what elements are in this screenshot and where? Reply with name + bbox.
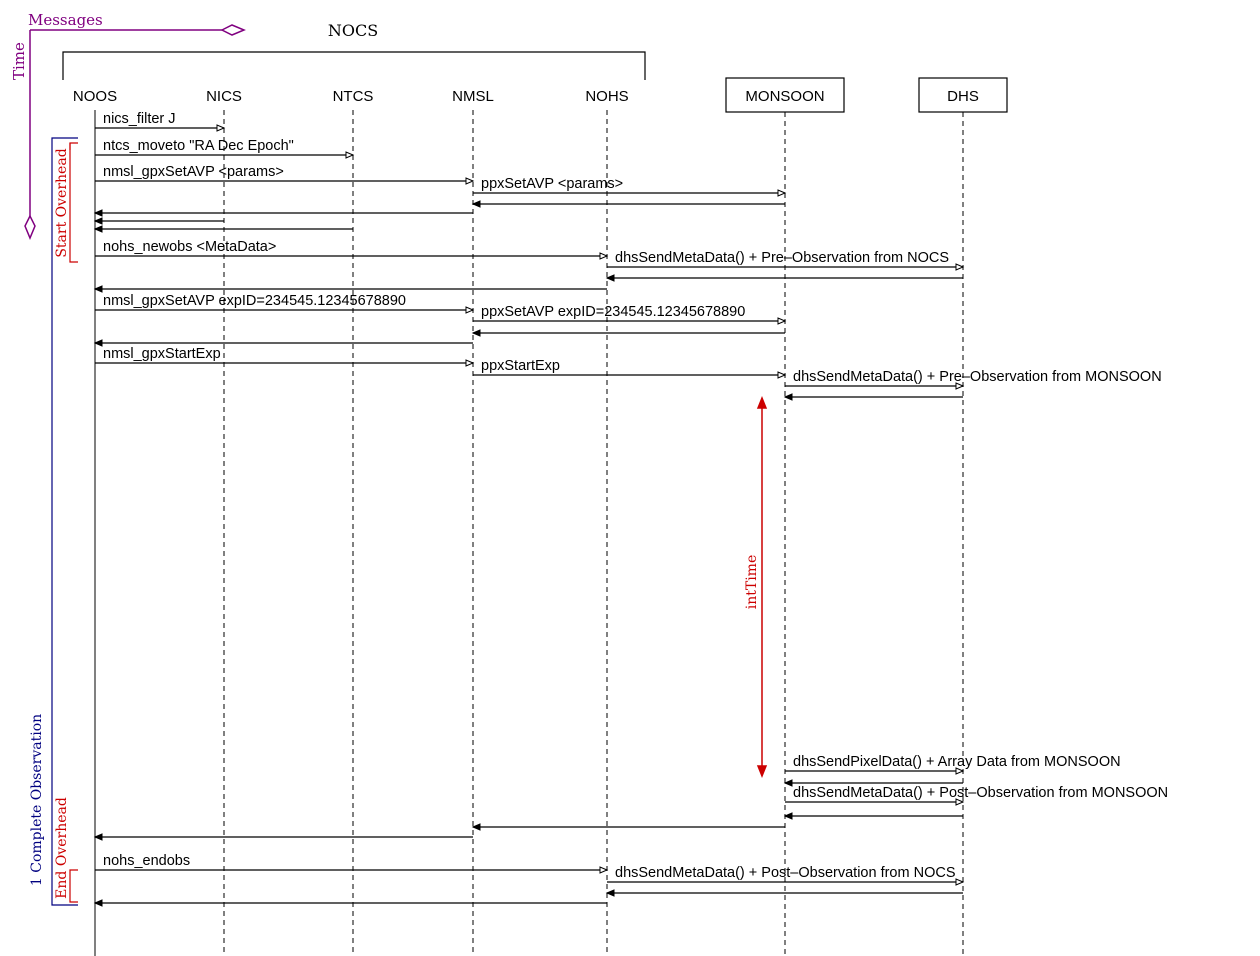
message: [473, 176, 785, 196]
message-label: nohs_endobs: [103, 853, 191, 869]
arrowhead-icon: [778, 190, 785, 196]
arrowhead-icon: [217, 125, 224, 131]
message-label: dhsSendMetaData() + Post–Observation from NOCS: [615, 865, 956, 881]
message-label: nmsl_gpxSetAVP <params>: [103, 164, 284, 180]
message: [473, 824, 785, 830]
arrowhead-icon: [607, 890, 614, 896]
end-overhead-bracket: [70, 870, 78, 902]
complete-observation-label: 1 Complete Observation: [29, 713, 45, 887]
message: [95, 293, 473, 313]
participant-label-dhs: DHS: [947, 88, 979, 105]
messages: [95, 111, 1168, 906]
arrowhead-icon: [95, 286, 102, 292]
arrowhead-icon: [600, 867, 607, 873]
message: [785, 813, 963, 819]
time-label: Time: [10, 42, 28, 80]
arrowhead-icon: [466, 307, 473, 313]
message-label: dhsSendMetaData() + Post–Observation from MONSOON: [793, 785, 1169, 801]
message-label: ppxSetAVP <params>: [481, 176, 624, 192]
arrowhead-icon: [473, 824, 480, 830]
message-label: ppxSetAVP expID=234545.12345678890: [481, 304, 746, 320]
arrowhead-icon: [473, 330, 480, 336]
message: [473, 304, 785, 324]
message: [785, 369, 1162, 389]
arrowhead-icon: [778, 318, 785, 324]
message-label: dhsSendPixelData() + Array Data from MONSOON: [793, 754, 1121, 770]
participant-label-nics: NICS: [206, 88, 242, 105]
participants: [73, 78, 1007, 956]
participant-label-nmsl: NMSL: [452, 88, 494, 105]
message: [473, 201, 785, 207]
message-label: ntcs_moveto "RA Dec Epoch": [103, 138, 294, 154]
group-label: NOCS: [327, 21, 379, 40]
arrowhead-icon: [466, 178, 473, 184]
arrowhead-icon: [95, 226, 102, 232]
messages-arrowhead-icon: [222, 25, 244, 35]
message: [95, 138, 353, 158]
message: [95, 900, 607, 906]
arrowhead-icon: [95, 834, 102, 840]
messages-label: Messages: [28, 11, 103, 29]
start-overhead-bracket: [70, 143, 78, 262]
arrowhead-icon: [95, 900, 102, 906]
message: [785, 754, 1121, 774]
message-label: nmsl_gpxSetAVP expID=234545.12345678890: [103, 293, 406, 309]
arrowhead-icon: [956, 264, 963, 270]
arrowhead-icon: [607, 275, 614, 281]
message: [473, 330, 785, 336]
message: [607, 865, 963, 885]
arrowhead-icon: [473, 201, 480, 207]
participant-label-noos: NOOS: [72, 88, 118, 105]
participant-label-ntcs: NTCS: [332, 88, 374, 105]
message: [785, 394, 963, 400]
end-overhead-label: End Overhead: [54, 797, 70, 899]
message-label: nmsl_gpxStartExp: [103, 346, 221, 362]
message: [95, 111, 224, 131]
message: [785, 785, 1168, 805]
arrowhead-icon: [95, 218, 102, 224]
message-label: ppxStartExp: [481, 358, 560, 374]
arrowhead-icon: [785, 780, 792, 786]
int-time-label: intTime: [744, 554, 760, 610]
message: [95, 164, 473, 184]
arrowhead-icon: [95, 340, 102, 346]
start-overhead-label: Start Overhead: [54, 148, 70, 258]
arrowhead-icon: [956, 879, 963, 885]
arrowhead-icon: [95, 210, 102, 216]
message: [95, 286, 607, 292]
message-label: dhsSendMetaData() + Pre–Observation from MONSOON: [793, 369, 1162, 385]
arrowhead-icon: [466, 360, 473, 366]
time-arrowhead-icon: [25, 216, 35, 238]
message-label: nics_filter J: [103, 111, 176, 127]
message: [95, 853, 607, 873]
int-time-down-arrow-icon: [758, 766, 766, 776]
message: [607, 250, 963, 270]
arrowhead-icon: [785, 394, 792, 400]
arrowhead-icon: [778, 372, 785, 378]
arrowhead-icon: [785, 813, 792, 819]
participant-label-nohs: NOHS: [585, 88, 629, 105]
message: [95, 239, 607, 259]
message: [95, 346, 473, 366]
arrowhead-icon: [600, 253, 607, 259]
message: [95, 210, 473, 216]
message: [473, 358, 785, 378]
message-label: nohs_newobs <MetaData>: [103, 239, 277, 255]
arrowhead-icon: [346, 152, 353, 158]
message: [95, 834, 473, 840]
message-label: dhsSendMetaData() + Pre–Observation from NOCS: [615, 250, 950, 266]
group-bracket: [63, 52, 645, 80]
message: [95, 218, 224, 224]
int-time-up-arrow-icon: [758, 398, 766, 408]
participant-label-monsoon: MONSOON: [745, 88, 825, 105]
